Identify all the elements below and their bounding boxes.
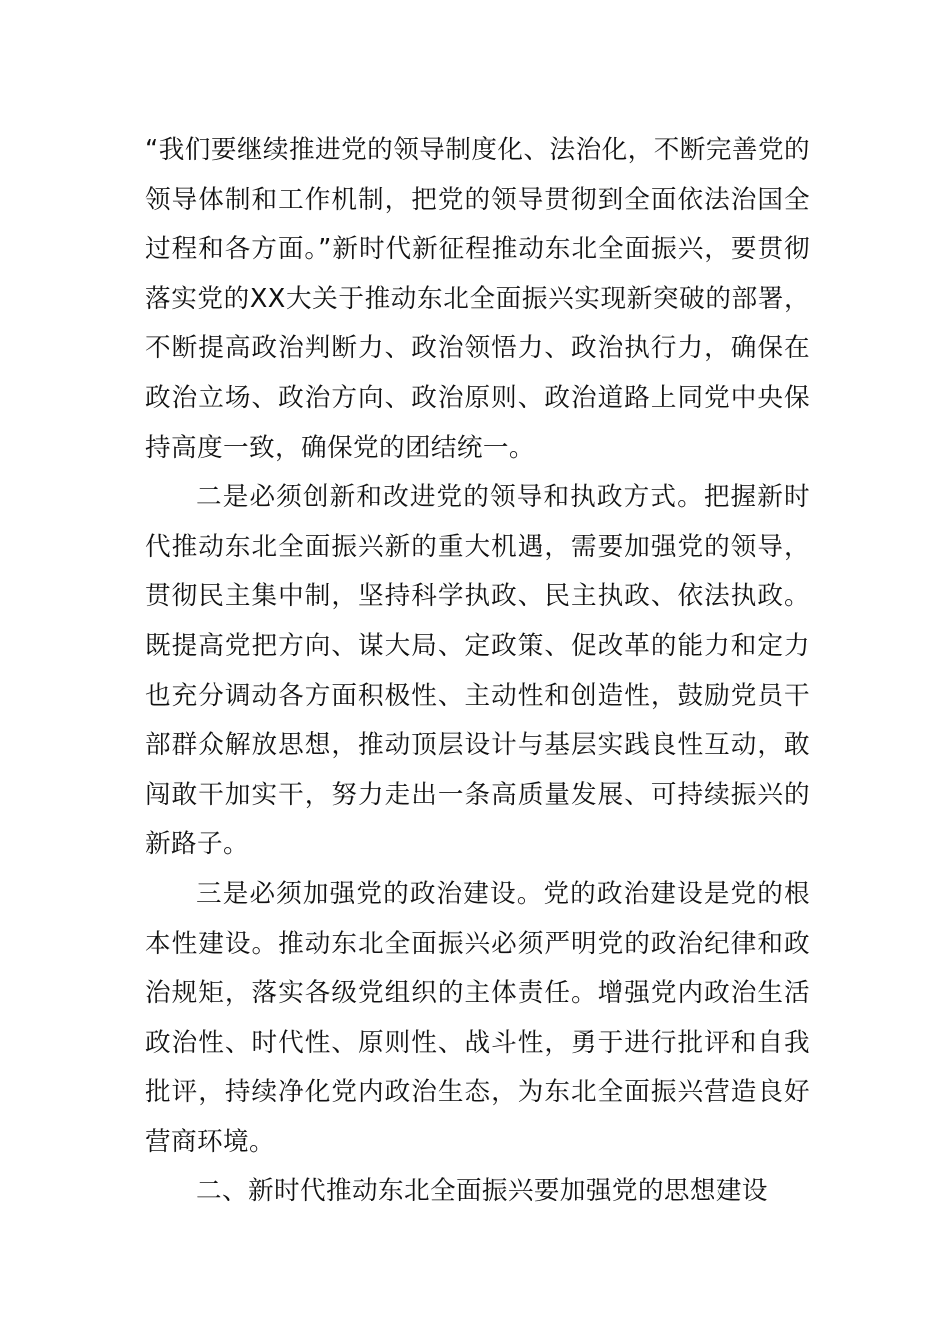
document-body — [145, 126, 810, 1217]
paragraph-continuation: “我们要继续推进党的领导制度化、法治化，不断完善党的领导体制和工作机制，把党的领导贯彻到全面依法治国全过程和各方面。”新时代新征程推动东北全面振兴，要贯彻落实党的XX大关于推动东北全面振兴实现新突破的部署，不断提高政治判断力、政治领悟力、政治执行力，确保在政治立场、政治方向、政治原则、政治道路上同党中央保持高度一致，确保党的团结统一。 — [145, 135, 810, 463]
paragraph-point-three: 三是必须加强党的政治建设。党的政治建设是党的根本性建设。推动东北全面振兴必须严明党的政治纪律和政治规矩，落实各级党组织的主体责任。增强党内政治生活政治性、时代性、原则性、战斗性，勇于进行批评和自我批评，持续净化党内政治生态，为东北全面振兴营造良好营商环境。 — [145, 878, 810, 1157]
paragraph-point-two: 二是必须创新和改进党的领导和执政方式。把握新时代推动东北全面振兴新的重大机遇，需要加强党的领导，贯彻民主集中制，坚持科学执政、民主执政、依法执政。既提高党把方向、谋大局、定政策、促改革的能力和定力也充分调动各方面积极性、主动性和创造性，鼓励党员干部群众解放思想，推动顶层设计与基层实践良性互动，敢闯敢干加实干，努力走出一条高质量发展、可持续振兴的新路子。 — [145, 482, 810, 860]
section-heading: 二、新时代推动东北全面振兴要加强党的思想建设 — [196, 1176, 768, 1207]
